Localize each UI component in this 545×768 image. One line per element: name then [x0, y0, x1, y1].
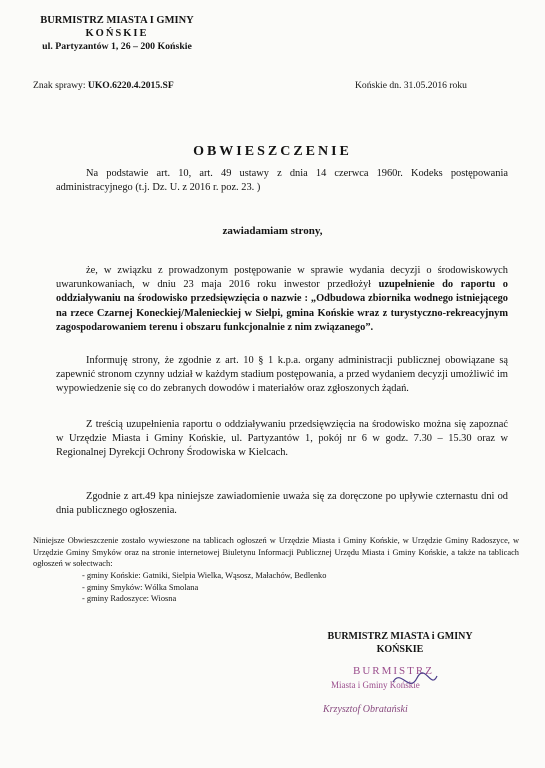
paragraph-1-bold: uzupełnienie do raportu o oddziaływaniu na środowisko przedsięwzięcia o nazwie : „Odbudowa zbiornika wodnego istniejącego na rzece Czarnej Koneckiej/Malenieckiej w Sielpi, gmina Końskie wraz z turystyczno-rekreacyjnym zagospodarowaniem terenu i obszaru funkcjonalnie z nim związanego”.: [56, 279, 508, 333]
stamp-line-2: Miasta i Gminy Końskie: [331, 680, 420, 690]
issuer-header: [22, 14, 212, 53]
paragraph-1-text: że, w związku z prowadzonym postępowanie w sprawie wydania decyzji o środowiskowych uwarunkowaniach, w dniu 23 maja 2016 roku inwestor przedłożył: [56, 265, 508, 291]
issuer-title: BURMISTRZ MIASTA I GMINY: [40, 15, 194, 26]
case-reference-value: UKO.6220.4.2015.SF: [87, 80, 174, 91]
signature-title: BURMISTRZ MIASTA i GMINY: [327, 631, 473, 642]
document-title: OBWIESZCZENIE: [193, 144, 352, 159]
village-list-item: - gminy Radoszyce: Wiosna: [82, 594, 177, 604]
village-list: [82, 570, 326, 605]
case-reference: [33, 80, 174, 91]
issuer-city: KOŃSKIE: [85, 28, 149, 39]
village-list-item: - gminy Smyków: Wólka Smolana: [82, 582, 199, 592]
case-reference-label: Znak sprawy:: [33, 80, 86, 91]
paragraph-4-text: Zgodnie z art.49 kpa niniejsze zawiadomienie uważa się za doręczone po upływie czternastu dni od dnia publicznego ogłoszenia.: [56, 491, 508, 517]
paragraph-4: [56, 490, 508, 518]
paragraph-1: [56, 264, 508, 335]
paragraph-3-text: Z treścią uzupełnienia raportu o oddziaływaniu przedsięwzięcia na środowisko można się zapoznać w Urzędzie Miasta i Gminy Końskie, ul. Partyzantów 1, pokój nr 6 w godz. 7.30 – 15.30 oraz w Regionalnej Dyrekcji Ochrony Środowiska w Kielcach.: [56, 419, 508, 459]
paragraph-3: [56, 418, 508, 461]
posting-note: Niniejsze Obwieszczenie zostało wywieszone na tablicach ogłoszeń w Urzędzie Miasta i Gminy Końskie, w Urzędzie Gminy Radoszyce, w Urzędzie Gminy Smyków oraz na stronie internetowej Biuletynu Informacji Publicznej Urzędu Miasta i Gminy Końskie, a także na tablicach ogłoszeń w sołectwach:: [33, 536, 519, 569]
official-stamp-signature: [305, 660, 455, 720]
intro-text: Na podstawie art. 10, art. 49 ustawy z dnia 14 czerwca 1960r. Kodeks postępowania administracyjnego (t.j. Dz. U. z 2016 r. poz. 23. ): [56, 168, 508, 194]
paragraph-2-text: Informuję strony, że zgodnie z art. 10 § 1 k.p.a. organy administracji publicznej obowiązane są zapewnić stronom czynny udział w każdym stadium postępowania, a przed wydaniem decyzji umożliwić im wypowiedzenie się co do zebranych dowodów i materiałów oraz zgłoszonych żądań.: [56, 355, 508, 395]
stamp-signer: Krzysztof Obratański: [323, 704, 408, 715]
village-list-item: - gminy Końskie: Gatniki, Sielpia Wielka, Wąsosz, Małachów, Bedlenko: [82, 571, 327, 580]
signature-city: KOŃSKIE: [376, 643, 424, 655]
signature-header: [300, 631, 500, 656]
document-date: Końskie dn. 31.05.2016 roku: [355, 80, 467, 91]
inform-heading: zawiadamiam strony,: [222, 225, 323, 237]
intro-paragraph: [56, 167, 508, 195]
paragraph-2: [56, 354, 508, 397]
stamp-line-1: BURMISTRZ: [353, 665, 434, 677]
issuer-address: ul. Partyzantów 1, 26 – 200 Końskie: [42, 41, 192, 52]
